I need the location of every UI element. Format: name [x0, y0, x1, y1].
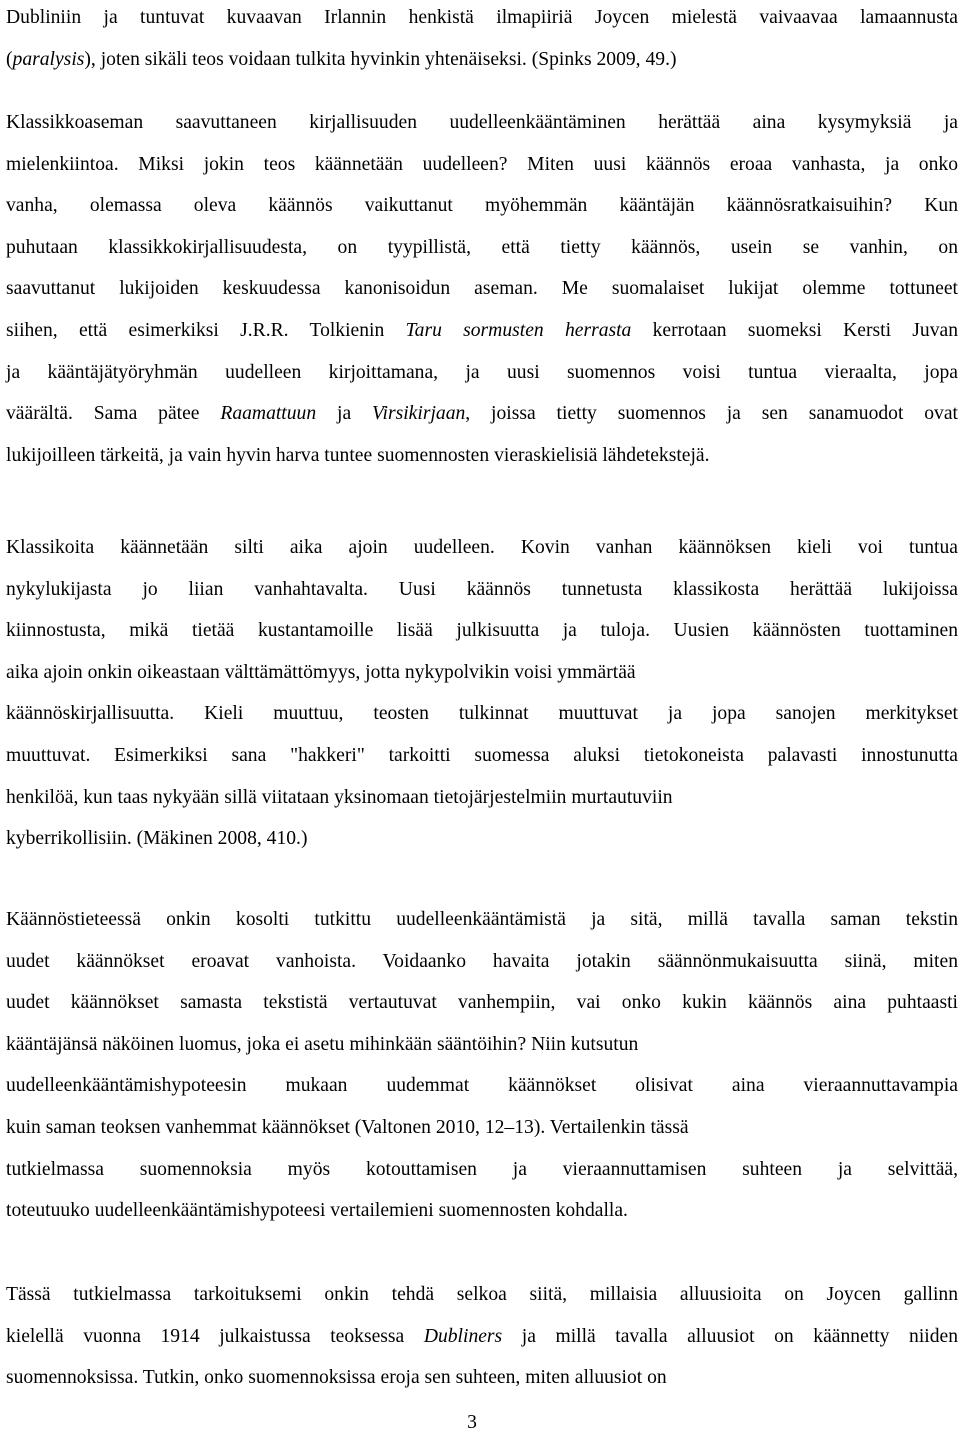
- text-line: [6, 777, 958, 819]
- text-run: uudelleenkääntämishypoteesin mukaan uudemmat käännökset olisivat aina vieraannuttavampia: [6, 1075, 958, 1097]
- text-run: kielellä vuonna 1914 julkaistussa teoksessa: [6, 1325, 424, 1347]
- text-line: [6, 1190, 958, 1232]
- text-run: uudet käännökset samasta tekstistä vertautuvat vanhempiin, vai onko kukin käännös aina puhtaasti: [6, 992, 958, 1014]
- text-run: vanha, olemassa oleva käännös vaikuttanut myöhemmän kääntäjän käännösratkaisuihin? Kun: [6, 195, 958, 217]
- text-run: ), joten sikäli teos voidaan tulkita hyvinkin yhtenäiseksi. (Spinks 2009, 49.): [84, 48, 677, 70]
- text-run: saavuttanut lukijoiden keskuudessa kanonisoidun aseman. Me suomalaiset lukijat olemme tottuneet: [6, 278, 958, 300]
- italic-title: Raamattuun: [220, 403, 317, 425]
- text-run: Dubliniin ja tuntuvat kuvaavan Irlannin henkistä ilmapiiriä Joycen mielestä vaivaavaa lamaannusta: [6, 7, 958, 28]
- text-run: kerrotaan suomeksi Kersti Juvan: [631, 319, 959, 341]
- text-run: ja: [316, 403, 373, 425]
- text-run: siihen, että esimerkiksi J.R.R. Tolkienin: [6, 319, 406, 341]
- italic-title: Dubliners: [423, 1325, 503, 1347]
- text-run: uudet käännökset eroavat vanhoista. Voidaanko havaita jotakin säännönmukaisuutta siinä, miten: [6, 950, 958, 972]
- text-line: [6, 102, 958, 144]
- text-line: [6, 185, 958, 227]
- text-line: [6, 735, 958, 777]
- text-run: kääntäjänsä näköinen luomus, joka ei asetu mihinkään sääntöihin? Niin kutsutun: [6, 1033, 639, 1055]
- text-run: kiinnostusta, mikä tietää kustantamoille lisää julkisuutta ja tuloja. Uusien käännösten tuottaminen: [6, 620, 958, 642]
- text-line: [6, 1065, 958, 1107]
- text-run: mielenkiintoa. Miksi jokin teos käännetään uudelleen? Miten uusi käännös eroaa vanhasta, ja onko: [6, 153, 958, 175]
- text-line: [6, 1107, 958, 1149]
- text-line: [6, 393, 958, 435]
- text-line: [6, 610, 958, 652]
- text-run: nykylukijasta jo liian vanhahtavalta. Uusi käännös tunnetusta klassikosta herättää lukijoissa: [6, 578, 958, 600]
- paragraph-3: [6, 527, 958, 860]
- text-line: [6, 352, 958, 394]
- paragraph-4: [6, 899, 958, 1232]
- text-run: väärältä. Sama pätee: [6, 403, 221, 425]
- text-run: puhutaan klassikkokirjallisuudesta, on tyypillistä, että tietty käännös, usein se vanhin, on: [6, 236, 958, 258]
- text-run: lukijoilleen tärkeitä, ja vain hyvin harva tuntee suomennosten vieraskielisiä lähdetekstejä.: [6, 444, 710, 466]
- text-line: [6, 569, 958, 611]
- text-run: Klassikoita käännetään silti aika ajoin uudelleen. Kovin vanhan käännöksen kieli voi tuntua: [6, 537, 958, 558]
- text-run: toteutuuko uudelleenkääntämishypoteesi vertailemieni suomennosten kohdalla.: [6, 1200, 628, 1222]
- text-line: [6, 435, 958, 477]
- text-line: [6, 268, 958, 310]
- text-line: [6, 899, 958, 941]
- text-line: [6, 1316, 958, 1358]
- text-run: ja kääntäjätyöryhmän uudelleen kirjoittamana, ja uusi suomennos voisi tuntua vieraalta, jopa: [6, 361, 958, 383]
- text-run: käännöskirjallisuutta. Kieli muuttuu, teosten tulkinnat muuttuvat ja jopa sanojen merkitykset: [6, 703, 958, 725]
- text-run: Klassikkoaseman saavuttaneen kirjallisuuden uudelleenkääntäminen herättää aina kysymyksiä ja: [6, 112, 958, 133]
- text-line: [6, 818, 958, 860]
- text-run: kyberrikollisiin. (Mäkinen 2008, 410.): [6, 828, 308, 850]
- italic-title: Virsikirjaan: [372, 403, 466, 425]
- text-run: ja millä tavalla alluusiot on käännetty niiden: [502, 1325, 959, 1347]
- text-line: [6, 227, 958, 269]
- text-line: [6, 1024, 958, 1066]
- text-line: [6, 0, 958, 39]
- page-number: 3: [467, 1412, 477, 1433]
- paragraph-5: [6, 1274, 958, 1399]
- text-run: aika ajoin onkin oikeastaan välttämättömyys, jotta nykypolvikin voisi ymmärtää: [6, 661, 636, 683]
- text-line: [6, 144, 958, 186]
- paragraph-2: [6, 102, 958, 476]
- text-run: , joissa tietty suomennos ja sen sanamuodot ovat: [465, 403, 958, 425]
- text-line: [6, 39, 958, 81]
- text-line: [6, 941, 958, 983]
- text-run: (: [6, 48, 13, 70]
- text-line: [6, 1149, 958, 1191]
- text-line: [6, 310, 958, 352]
- text-line: [6, 652, 958, 694]
- text-line: [6, 1274, 958, 1316]
- text-run: henkilöä, kun taas nykyään sillä viitataan yksinomaan tietojärjestelmiin murtautuviin: [6, 786, 673, 808]
- text-run: tutkielmassa suomennoksia myös kotouttamisen ja vieraannuttamisen suhteen ja selvittää,: [6, 1158, 958, 1180]
- italic-title: paralysis: [12, 48, 85, 70]
- text-run: Käännöstieteessä onkin kosolti tutkittu uudelleenkääntämistä ja sitä, millä tavalla saman tekstin: [6, 909, 958, 930]
- text-line: [6, 527, 958, 569]
- text-line: [6, 982, 958, 1024]
- text-line: [6, 693, 958, 735]
- text-run: kuin saman teoksen vanhemmat käännökset (Valtonen 2010, 12–13). Vertailenkin tässä: [6, 1116, 689, 1138]
- text-line: [6, 1357, 958, 1399]
- text-run: suomennoksissa. Tutkin, onko suomennoksissa eroja sen suhteen, miten alluusiot on: [6, 1367, 667, 1389]
- paragraph-1: [6, 0, 958, 80]
- text-run: Tässä tutkielmassa tarkoituksemi onkin tehdä selkoa siitä, millaisia alluusioita on Joycen gallinn: [6, 1284, 958, 1305]
- italic-title: Taru sormusten herrasta: [405, 319, 632, 341]
- text-run: muuttuvat. Esimerkiksi sana "hakkeri" tarkoitti suomessa aluksi tietokoneista palavasti innostunutta: [6, 744, 958, 766]
